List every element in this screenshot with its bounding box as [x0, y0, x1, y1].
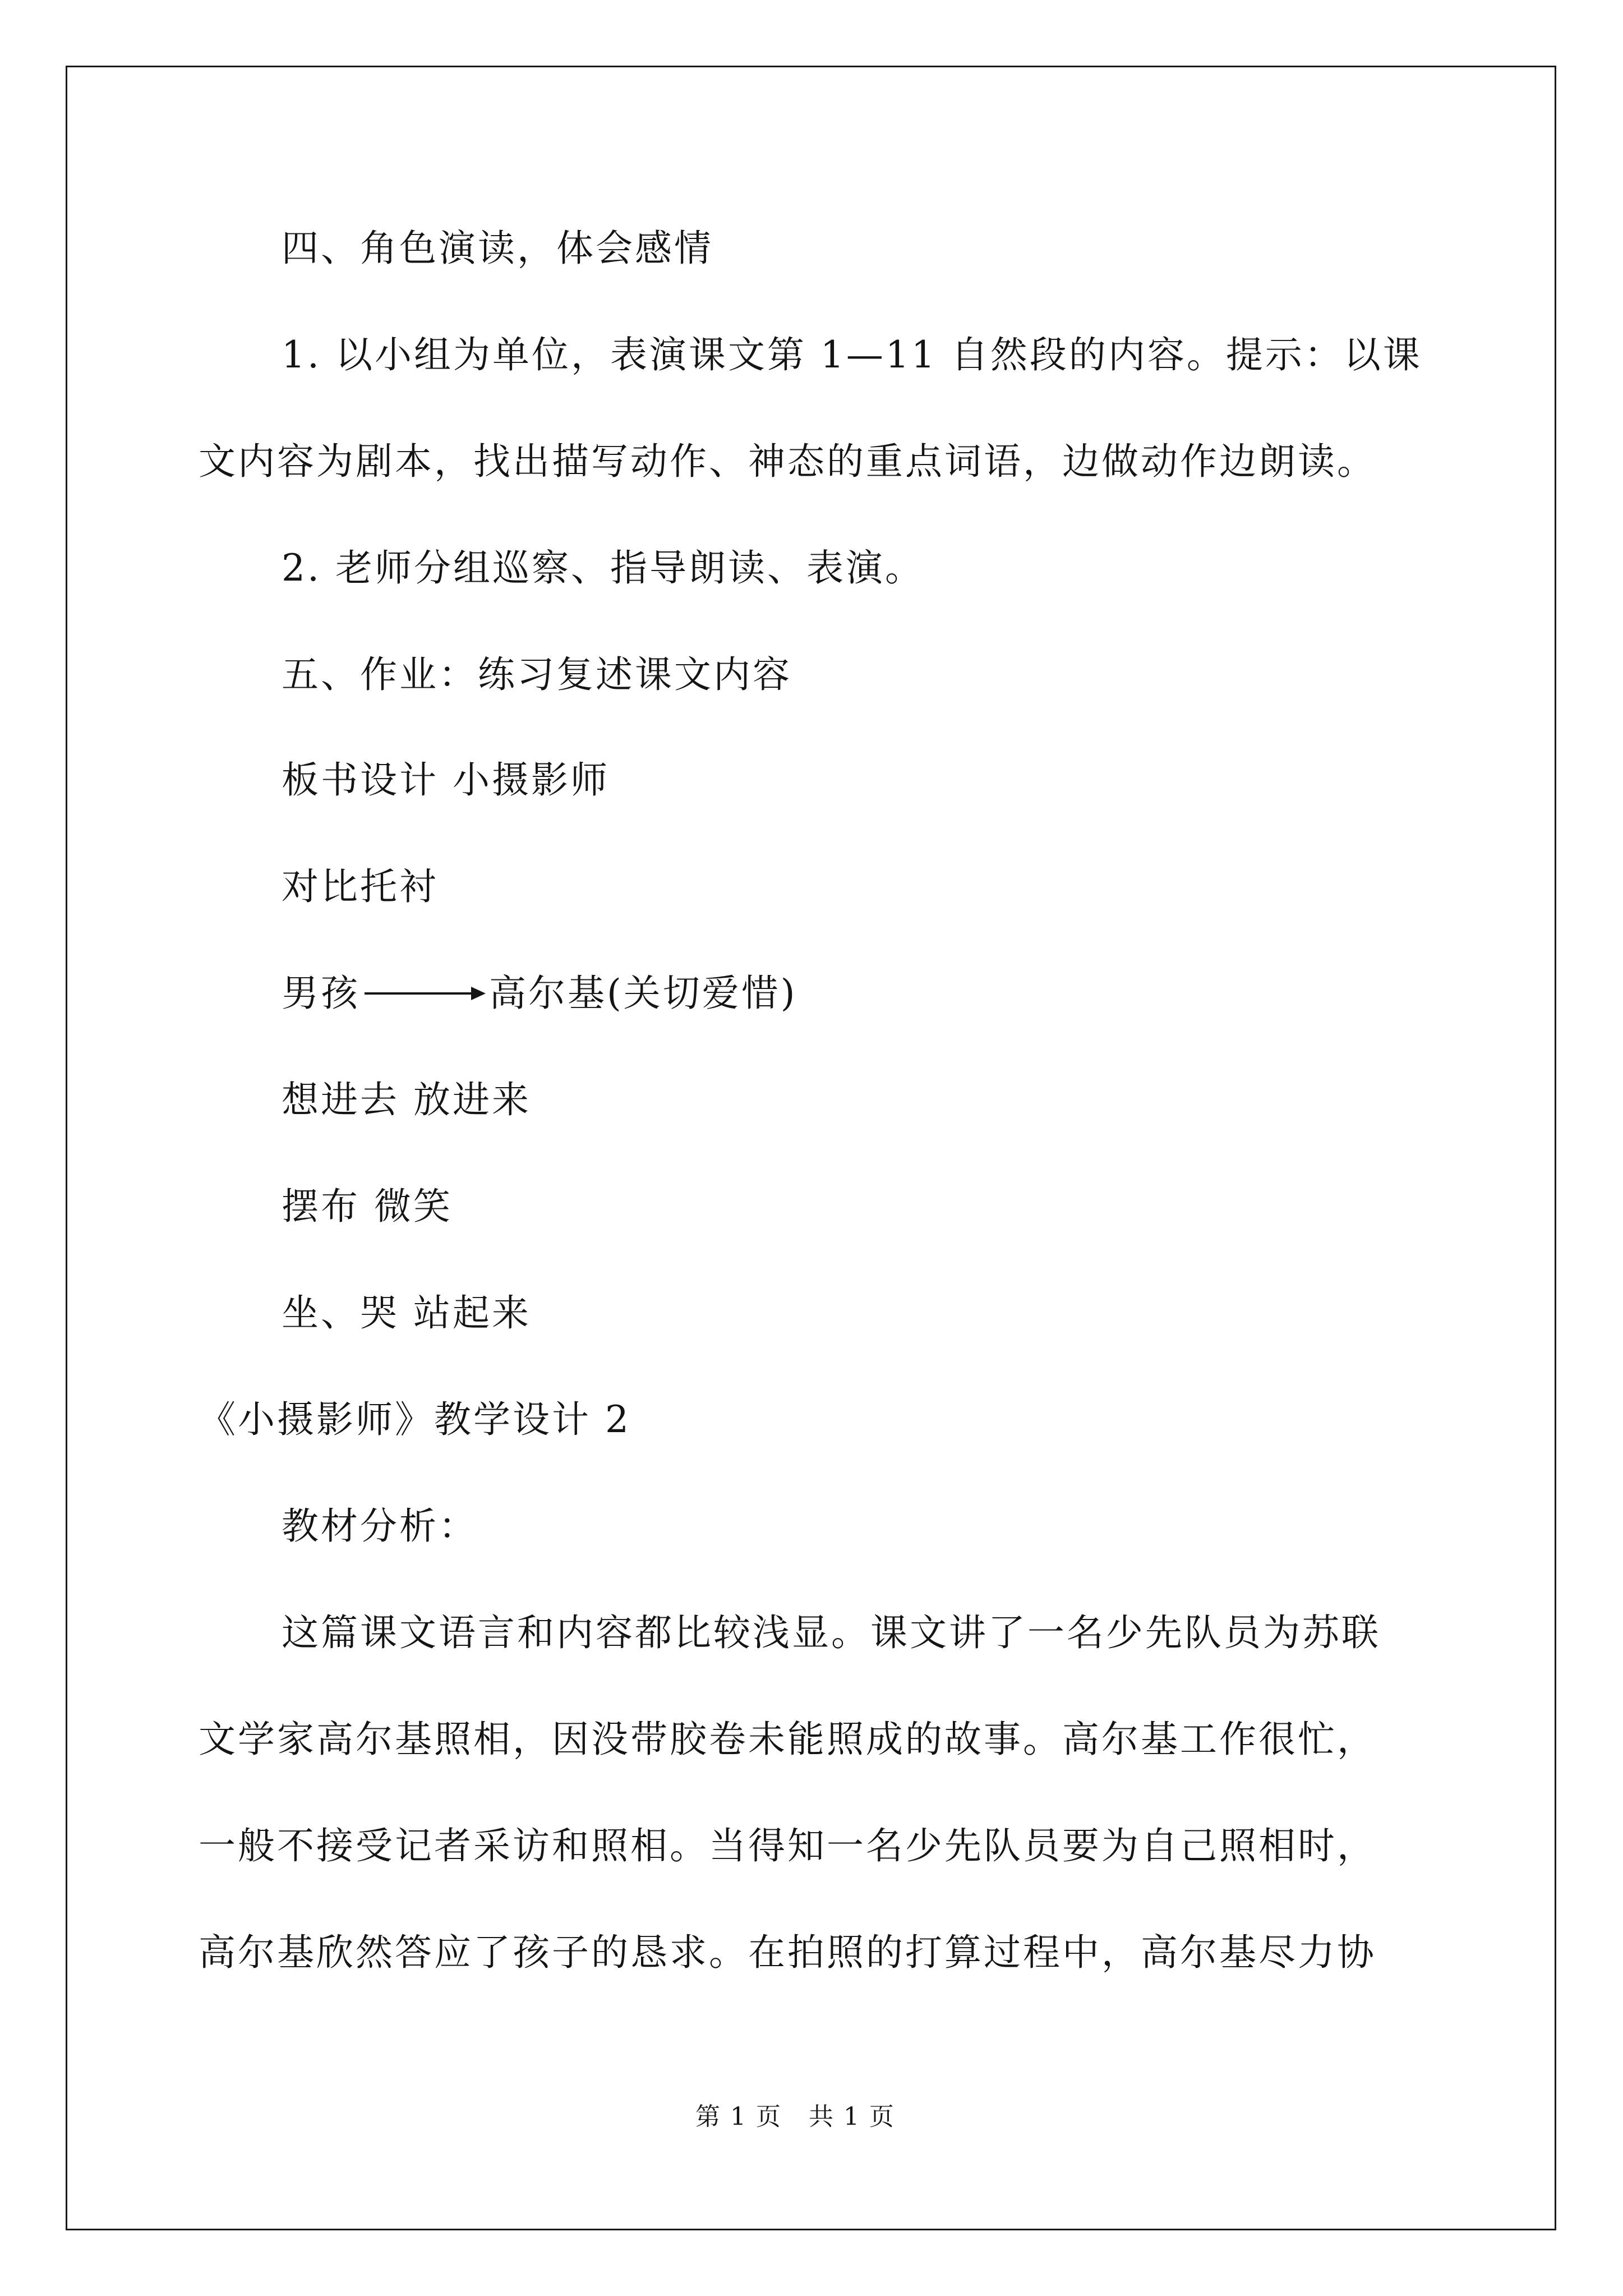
subheading: 教材分析：: [282, 1504, 478, 1548]
board-right-text: 高尔基(关切爱惜): [489, 972, 797, 1015]
paragraph-line: 一般不接受记者采访和照相。当得知一名少先队员要为自己照相时，: [199, 1824, 1376, 1867]
arrow-icon: [360, 987, 489, 1000]
paragraph-line: 2. 老师分组巡察、指导朗读、表演。: [282, 546, 924, 590]
board-line: 对比托衬: [282, 865, 439, 908]
paragraph-line: 高尔基欣然答应了孩子的恳求。在拍照的打算过程中，高尔基尽力协: [199, 1931, 1376, 1974]
board-line: 想进去 放进来: [282, 1078, 531, 1121]
section-title: 《小摄影师》教学设计 2: [199, 1398, 631, 1441]
board-line: 坐、哭 站起来: [282, 1291, 531, 1335]
paragraph-line: 文内容为剧本，找出描写动作、神态的重点词语，边做动作边朗读。: [199, 440, 1376, 483]
board-arrow-line: [282, 968, 797, 1019]
section-heading-4: 四、角色演读，体会感情: [282, 227, 713, 270]
paragraph-line: 这篇课文语言和内容都比较浅显。课文讲了一名少先队员为苏联: [282, 1611, 1381, 1654]
paragraph-line: 文学家高尔基照相，因没带胶卷未能照成的故事。高尔基工作很忙，: [199, 1718, 1376, 1761]
page-footer: [695, 2100, 895, 2134]
page-number: 第 1 页: [695, 2102, 782, 2131]
board-design-title: 板书设计 小摄影师: [282, 758, 610, 802]
paragraph-line: 1. 以小组为单位，表演课文第 1—11 自然段的内容。提示：以课: [282, 333, 1422, 376]
page-border: [66, 66, 1556, 2230]
board-left-text: 男孩: [282, 972, 360, 1015]
board-line: 摆布 微笑: [282, 1185, 453, 1228]
section-heading-5: 五、作业：练习复述课文内容: [282, 653, 792, 696]
page-total: 共 1 页: [808, 2102, 895, 2131]
